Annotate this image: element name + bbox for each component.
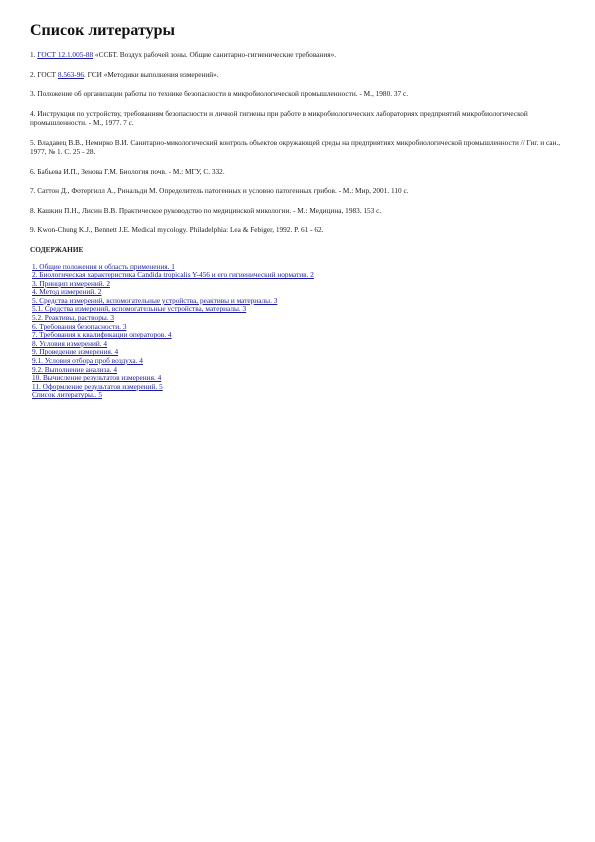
toc-link[interactable]: 4. Метод измерений. 2 bbox=[32, 287, 102, 297]
reference-item bbox=[30, 206, 575, 216]
toc-link[interactable]: 5. Средства измерений, вспомогательные устройства, реактивы и материалы. 3 bbox=[32, 295, 278, 305]
toc-link[interactable]: 1. Общие положения и область применения. 1 bbox=[32, 261, 175, 271]
toc-item bbox=[32, 383, 575, 392]
reference-link[interactable]: 8.563-96 bbox=[57, 69, 84, 79]
reference-text: 3. Положение об организации работы по технике безопасности в микробиологической промышленности. - М., 1980. 37 с. bbox=[30, 89, 409, 98]
toc-link[interactable]: 11. Оформление результатов измерений. 5 bbox=[32, 381, 163, 391]
reference-item bbox=[30, 50, 575, 60]
page-title: Список литературы bbox=[30, 22, 175, 39]
toc-link[interactable]: 6. Требования безопасности. 3 bbox=[32, 321, 127, 331]
toc-link[interactable]: Список литературы.. 5 bbox=[32, 390, 103, 400]
toc-link[interactable]: 5.1. Средства измерений, вспомогательные устройства, материалы. 3 bbox=[32, 304, 247, 314]
toc-link[interactable]: 7. Требования к квалификации операторов. 4 bbox=[32, 330, 172, 340]
toc-item bbox=[32, 271, 575, 280]
reference-text: 4. Инструкция по устройству, требованиям безопасности и личной гигиены при работе в микробиологических лабораториях предприятий микробиологической промышленности. - М., 1977. 7 с. bbox=[30, 108, 528, 127]
reference-text: . ГСИ «Методики выполнения измерений». bbox=[84, 69, 219, 79]
reference-text: 2. ГОСТ bbox=[30, 69, 58, 79]
reference-list bbox=[30, 50, 575, 235]
reference-text: «ССБТ. Воздух рабочей зоны. Общие санитарно-гигиенические требования». bbox=[93, 50, 337, 59]
reference-text: 5. Владавец В.В., Немирко В.И. Санитарно-микологический контроль объектов окружающей среды на предприятиях микробиологической промышленности // Гиг. и сан., 1977, № 1. С. 25 - 28. bbox=[30, 137, 561, 156]
reference-item bbox=[30, 186, 575, 196]
toc-item bbox=[32, 280, 575, 289]
reference-item bbox=[30, 89, 575, 99]
toc-link[interactable]: 2. Биологическая характеристика Candida tropicalis Y-456 и его гигиенический норматив. 2 bbox=[32, 270, 314, 280]
table-of-contents bbox=[32, 263, 575, 401]
reference-link[interactable]: ГОСТ 12.1.005-88 bbox=[37, 50, 94, 59]
toc-link[interactable]: 9.2. Выполнение анализа. 4 bbox=[32, 364, 118, 374]
reference-text: 9. Kwon-Chung K.J., Bennett J.E. Medical mycology. Philadelphia: Lea & Febiger, 1992. P. 61 - 62. bbox=[30, 225, 324, 234]
toc-link[interactable]: 10. Вычисление результатов измерения. 4 bbox=[32, 373, 162, 383]
toc-item bbox=[32, 391, 575, 400]
reference-item bbox=[30, 109, 575, 128]
toc-link[interactable]: 8. Условия измерений. 4 bbox=[32, 338, 108, 348]
reference-text: 6. Бабьева И.П., Зенова Г.М. Биология почв. - М.: МГУ, С. 332. bbox=[30, 166, 225, 176]
reference-item bbox=[30, 138, 575, 157]
reference-text: 1. bbox=[30, 50, 38, 59]
reference-item bbox=[30, 167, 575, 177]
reference-text: 7. Саттон Д., Фотергилл А., Ринальди М. Определитель патогенных и условно патогенных грибов. - М.: Мир, 2001. 110 с. bbox=[30, 186, 409, 195]
reference-item bbox=[30, 70, 575, 80]
document-page bbox=[30, 22, 575, 400]
reference-text: 8. Кашкин П.Н., Лисин В.В. Практическое руководство по медицинской микологии. - М.: Медицина, 1983. 153 с. bbox=[30, 205, 382, 215]
toc-link[interactable]: 9.1. Условия отбора проб воздуха. 4 bbox=[32, 356, 143, 366]
toc-item bbox=[32, 331, 575, 340]
contents-title: СОДЕРЖАНИЕ bbox=[30, 244, 84, 254]
toc-link[interactable]: 3. Принцип измерений. 2 bbox=[32, 278, 111, 288]
toc-link[interactable]: 9. Проведение измерения. 4 bbox=[32, 347, 119, 357]
toc-link[interactable]: 5.2. Реактивы, растворы. 3 bbox=[32, 313, 115, 323]
reference-item bbox=[30, 225, 575, 235]
